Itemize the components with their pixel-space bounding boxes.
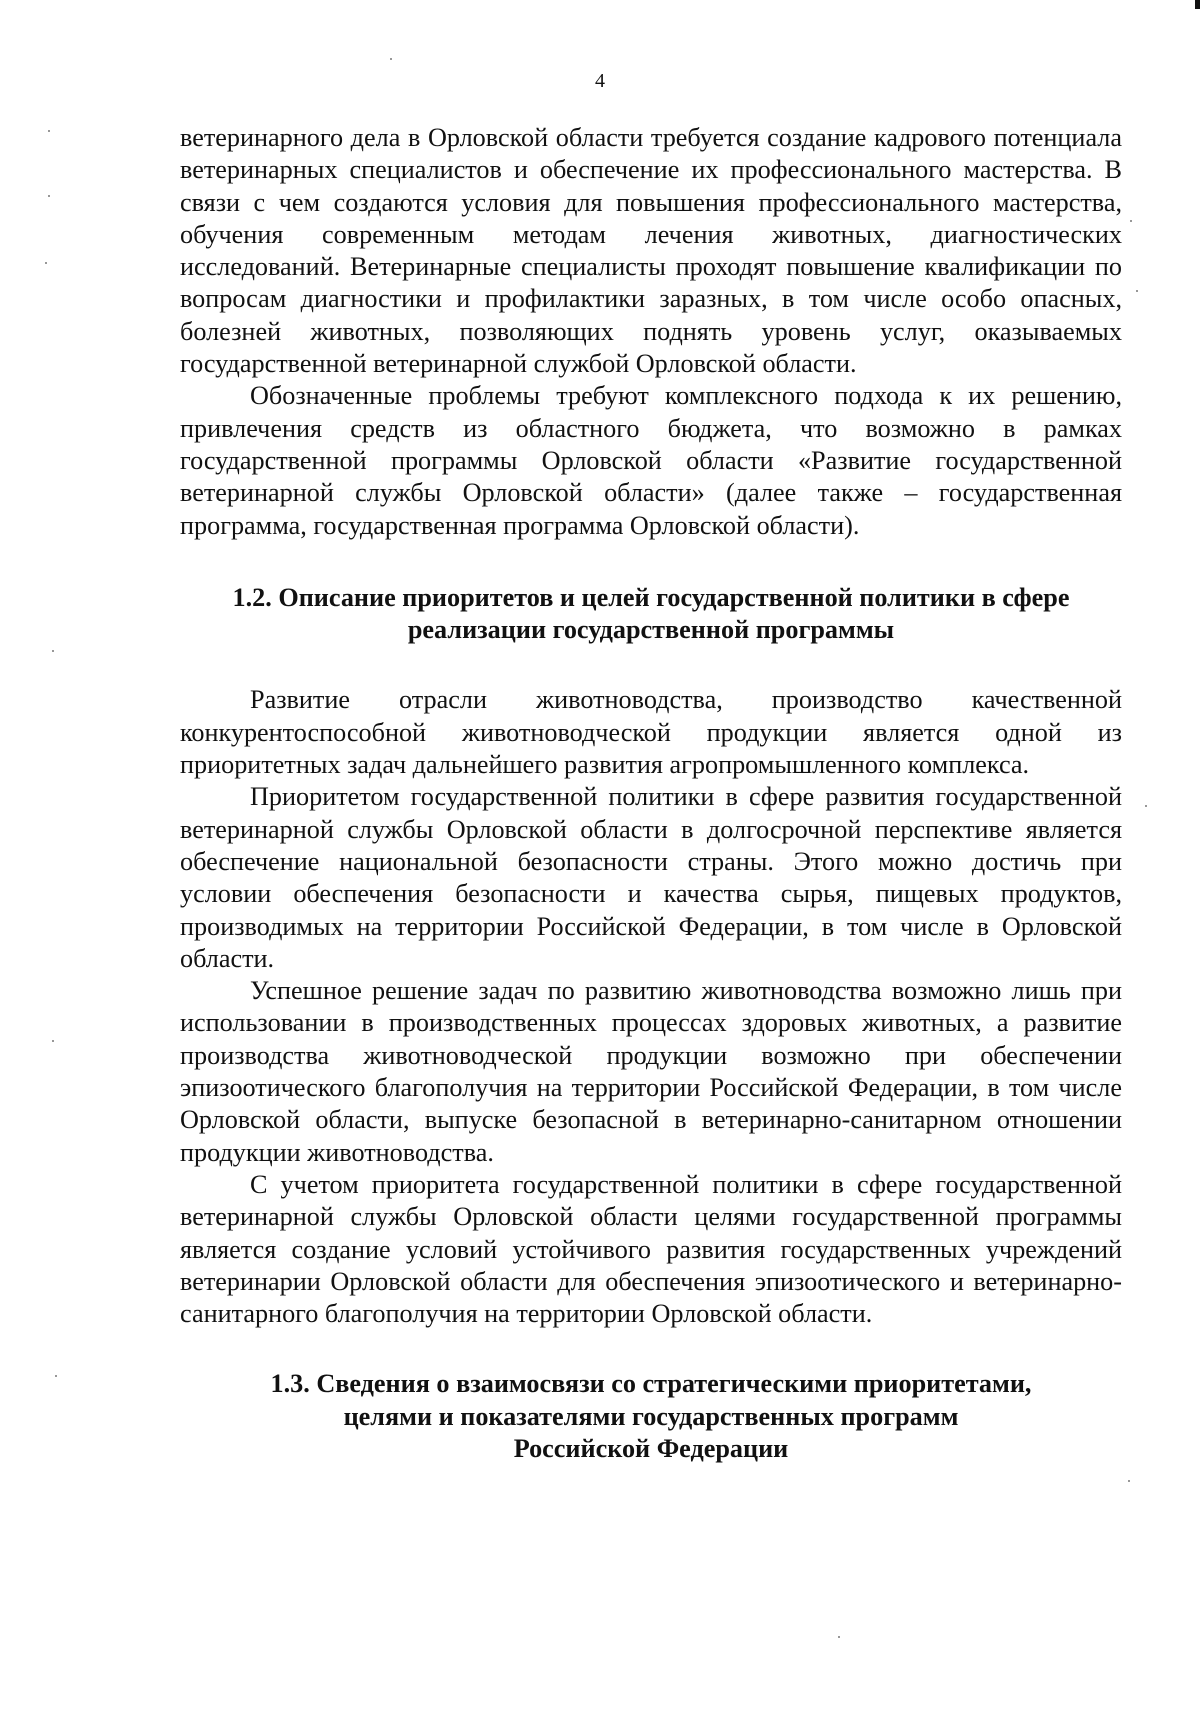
heading-line: целями и показателями государственных программ [343,1401,959,1431]
paragraph: ветеринарного дела в Орловской области требуется создание кадрового потенциала ветеринарных специалистов и обеспечение их профессионального мастерства. В связи с чем создаются условия для повышения профессионального мастерства, обучения современным методам лечения животных, диагностических исследований. Ветеринарные специалисты проходят повышение квалификации по вопросам диагностики и профилактики заразных, в том числе особо опасных, болезней животных, позволяющих поднять уровень услуг, оказываемых государственной ветеринарной службой Орловской области. [180,123,1122,379]
document-body [180,122,1122,1465]
scan-speck [45,262,47,264]
scan-speck [52,1040,54,1042]
scan-speck [390,58,392,60]
scan-speck [1128,1480,1130,1482]
heading-line: Российской Федерации [513,1433,789,1463]
scan-speck [55,1375,57,1377]
scan-speck [52,650,54,652]
section-heading-1-2 [180,582,1122,647]
paragraph: Приоритетом государственной политики в сфере развития государственной ветеринарной службы Орловской области в долгосрочной перспективе является обеспечение национальной безопасности страны. Этого можно достичь при условии обеспечения безопасности и качества сырья, пищевых продуктов, производимых на территории Российской Федерации, в том числе в Орловской области. [180,782,1122,973]
heading-line: 1.2. Описание приоритетов и целей государственной политики в сфере [232,582,1070,612]
scan-speck [1145,805,1147,807]
paragraph: Успешное решение задач по развитию животноводства возможно лишь при использовании в производственных процессах здоровых животных, а развитие производства животноводческой продукции возможно при обеспечении эпизоотического благополучия на территории Российской Федерации, в том числе Орловской области, выпуске безопасной в ветеринарно-санитарном отношении продукции животноводства. [180,976,1122,1167]
paragraph: С учетом приоритета государственной политики в сфере государственной ветеринарной службы Орловской области целями государственной программы является создание условий устойчивого развития государственных учреждений ветеринарии Орловской области для обеспечения эпизоотического и ветеринарно-санитарного благополучия на территории Орловской области. [180,1169,1122,1329]
scan-edge-mark [1195,0,1200,9]
scan-speck [48,130,50,132]
heading-line: 1.3. Сведения о взаимосвязи со стратегическими приоритетами, [270,1369,1032,1399]
page-number: 4 [595,70,605,92]
scan-speck [1130,220,1132,222]
scan-speck [1136,290,1138,292]
scan-speck [48,195,50,197]
scan-speck [838,1636,840,1638]
paragraph: Развитие отрасли животноводства, производство качественной конкурентоспособной животноводческой продукции является одной из приоритетных задач дальнейшего развития агропромышленного комплекса. [180,685,1122,780]
paragraph: Обозначенные проблемы требуют комплексного подхода к их решению, привлечения средств из областного бюджета, что возможно в рамках государственной программы Орловской области «Развитие государственной ветеринарной службы Орловской области» (далее также – государственная программа, государственная программа Орловской области). [180,381,1122,540]
heading-line: реализации государственной программы [407,615,895,645]
section-heading-1-3 [180,1368,1122,1465]
